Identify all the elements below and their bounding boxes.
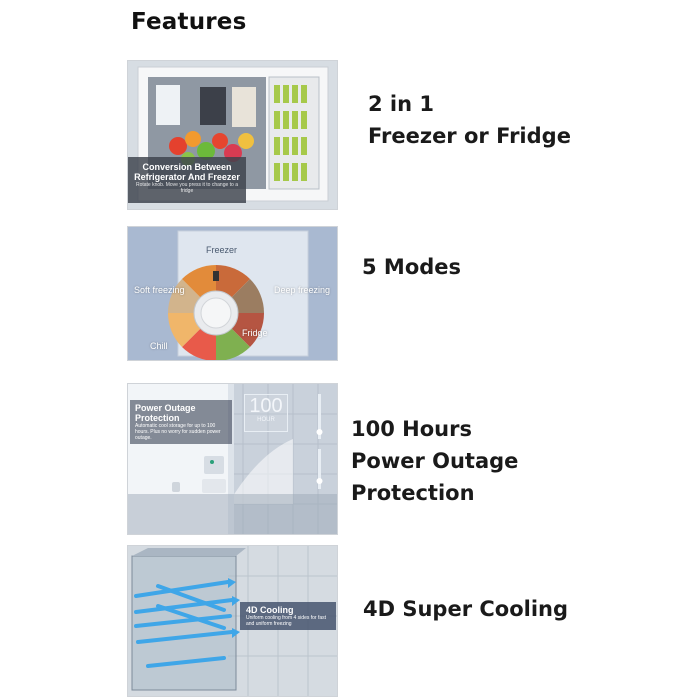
feature-image-5-modes <box>127 226 338 361</box>
conversion-caption-subtitle: Rotate knob. Move you press it to change to a fridge <box>135 182 238 194</box>
mode-label-soft-freezing: Soft freezing <box>134 285 185 295</box>
4d-cooling-caption-subtitle: Uniform cooling from 4 sides for fast and uniform freezing <box>246 615 327 627</box>
hour-counter-unit: HOUR <box>257 417 275 423</box>
mode-label-deep-freezing: Deep freezing <box>274 285 331 295</box>
feature-line: 2 in 1 <box>368 92 434 116</box>
feature-image-power-outage <box>127 383 338 535</box>
feature-line: 5 Modes <box>362 255 462 279</box>
feature-line: Power Outage <box>351 449 519 473</box>
page-title: Features <box>131 9 247 35</box>
mode-label-fridge: Fridge <box>242 328 268 338</box>
feature-line: 4D Super Cooling <box>363 597 569 621</box>
feature-image-freezer-fridge <box>127 60 338 210</box>
mode-label-chill: Chill <box>150 341 168 351</box>
4d-cooling-caption <box>240 602 336 630</box>
power-outage-caption <box>130 400 232 444</box>
feature-line: Freezer or Fridge <box>368 124 571 148</box>
conversion-caption <box>132 162 242 194</box>
power-outage-caption-subtitle: Automatic cool storage for up to 100 hours. Plus no worry for sudden power outage. <box>135 423 221 441</box>
feature-text-4d-cooling <box>363 593 568 625</box>
feature-image-4d-cooling <box>127 545 338 697</box>
feature-text-5-modes <box>362 251 461 283</box>
mode-label-freezer: Freezer <box>206 245 238 255</box>
feature-text-power-outage <box>351 413 518 509</box>
hour-counter <box>244 394 288 432</box>
feature-line: Protection <box>351 481 475 505</box>
power-outage-caption-title: Power Outage Protection <box>135 403 196 423</box>
feature-text-2-in-1 <box>368 88 571 152</box>
hour-counter-value: 100 <box>249 395 283 417</box>
conversion-caption-title: Conversion Between Refrigerator And Freezer <box>134 162 240 182</box>
4d-cooling-caption-title: 4D Cooling <box>246 605 294 615</box>
feature-line: 100 Hours <box>351 417 472 441</box>
